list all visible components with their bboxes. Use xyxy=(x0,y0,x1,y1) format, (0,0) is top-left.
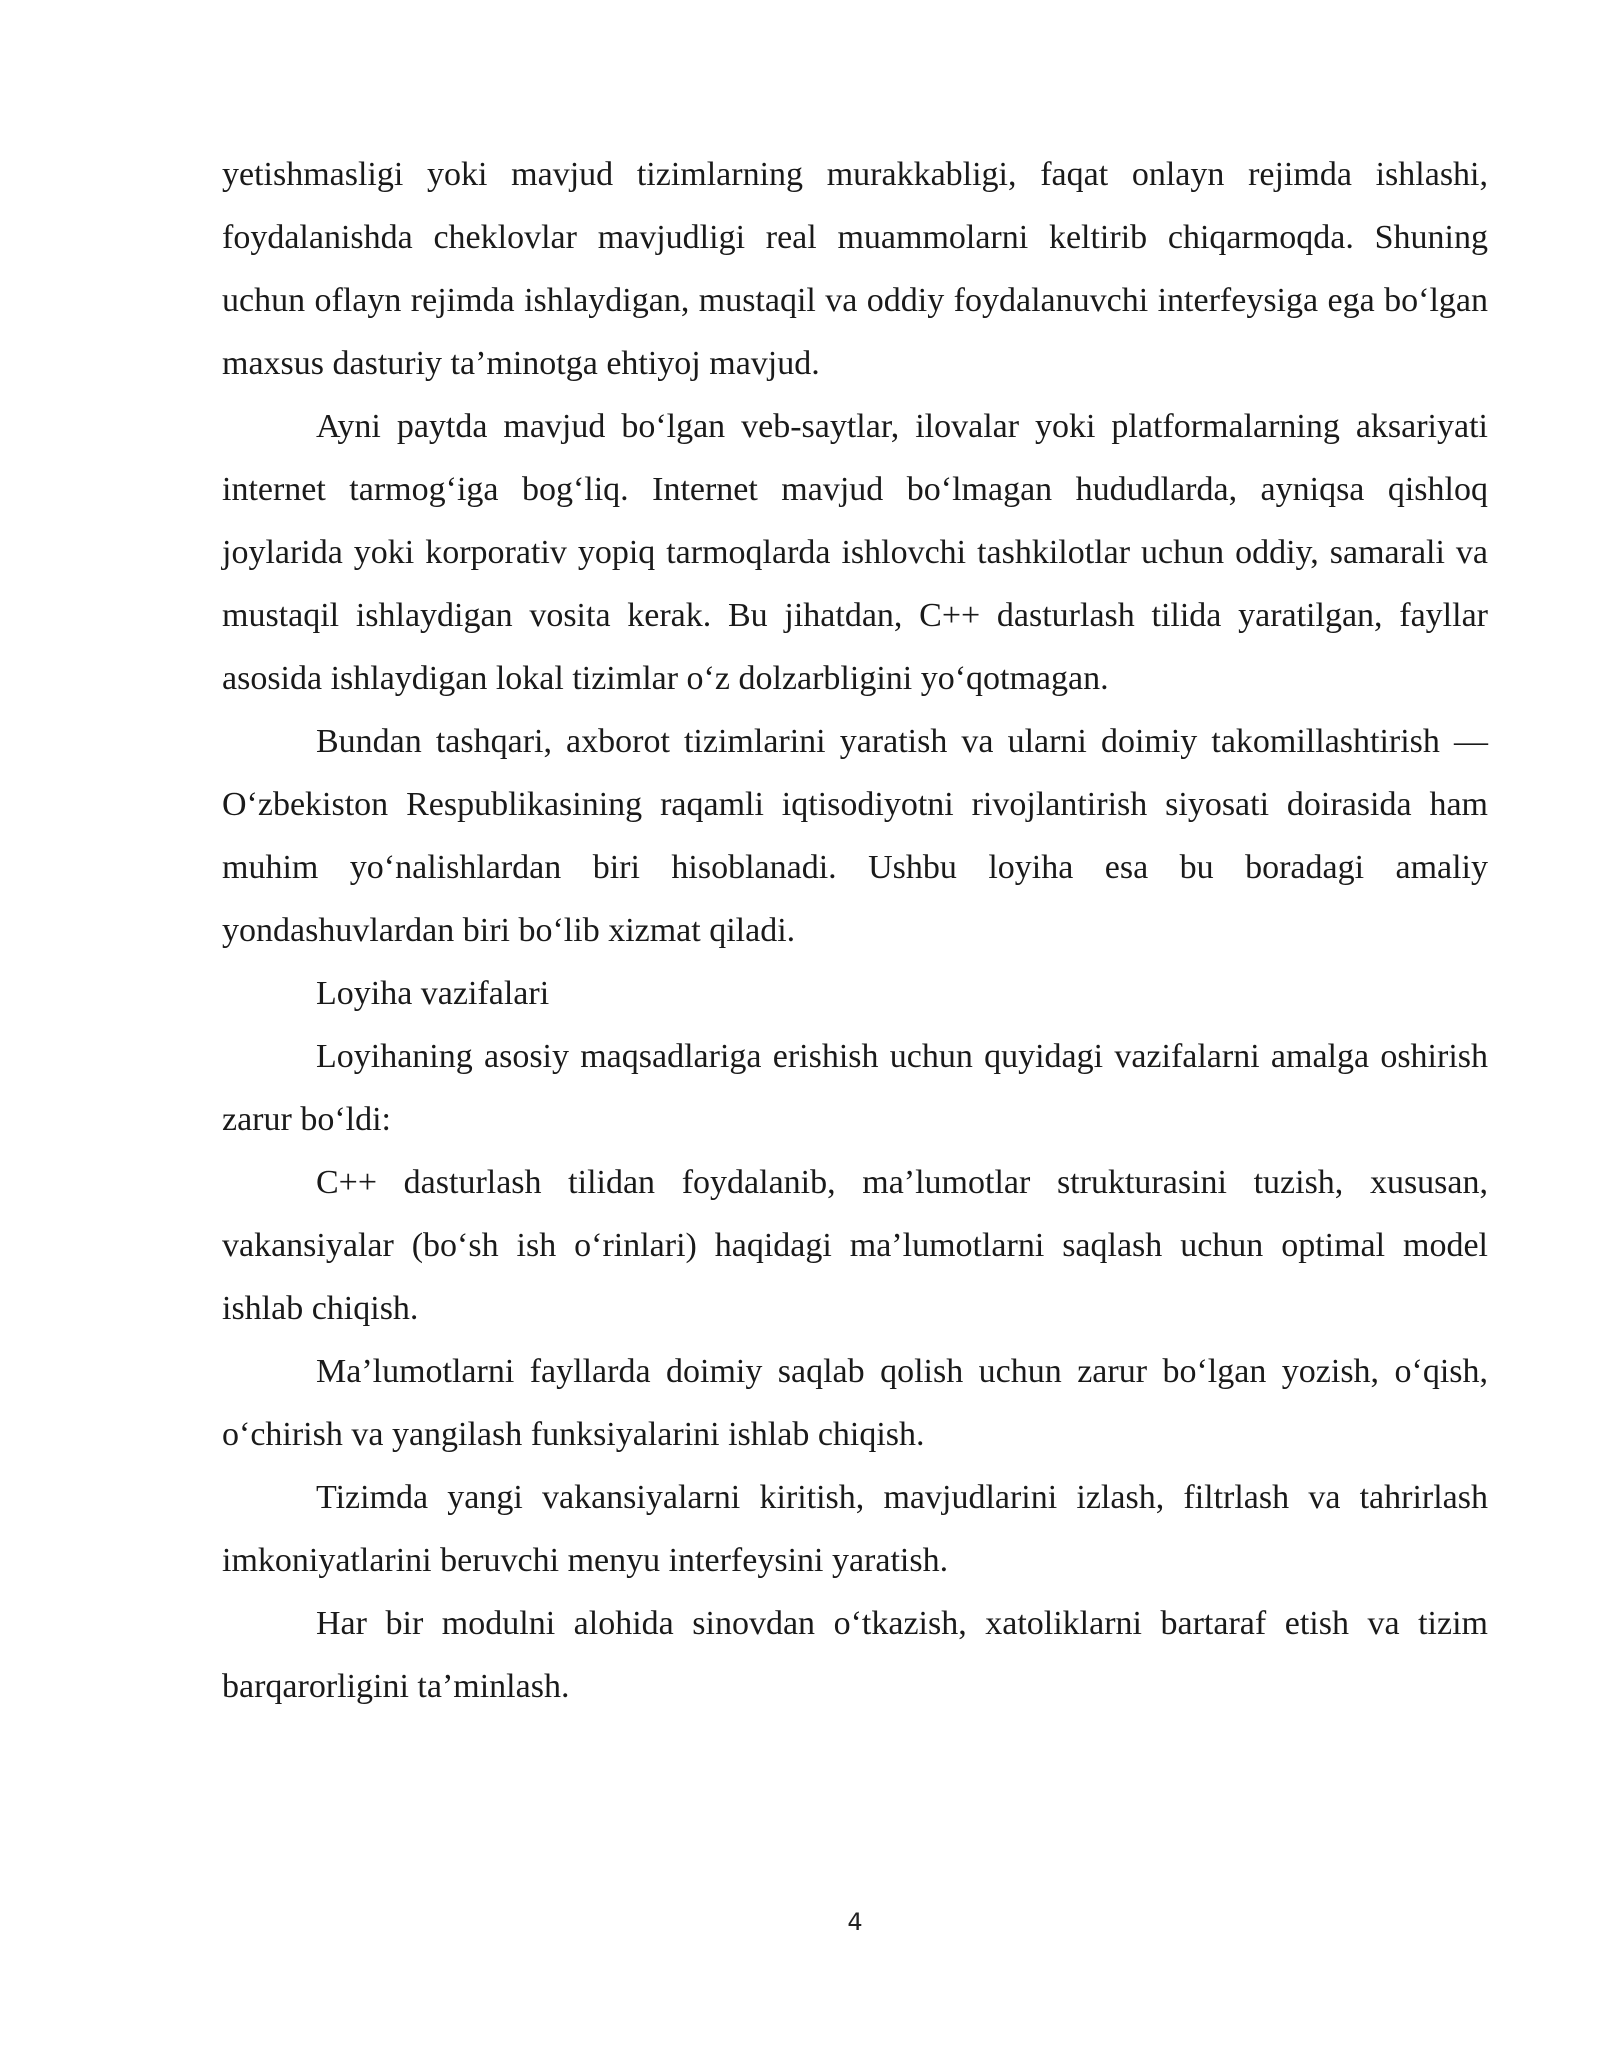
paragraph-internet-dependency: Ayni paytda mavjud bo‘lgan veb-saytlar, ilovalar yoki platformalarning aksariyati internet tarmog‘iga bog‘liq. Internet mavjud bo‘lmagan hududlarda, ayniqsa qishloq joylarida yoki korporativ yopiq tarmoqlarda ishlovchi tashkilotlar uchun oddiy, samarali va mustaqil ishlaydigan vosita kerak. Bu jihatdan, C++ dasturlash tilida yaratilgan, fayllar asosida ishlaydigan lokal tizimlar o‘z dolzarbligini yo‘qotmagan. xyxy=(222,408,1488,697)
paragraph-continuation: yetishmasligi yoki mavjud tizimlarning murakkabligi, faqat onlayn rejimda ishlashi, foydalanishda cheklovlar mavjudligi real muammolarni keltirib chiqarmoqda. Shuning uchun oflayn rejimda ishlaydigan, mustaqil va oddiy foydalanuvchi interfeysiga ega bo‘lgan maxsus dasturiy ta’minotga ehtiyoj mavjud. xyxy=(222,156,1488,382)
section-heading-project-tasks: Loyiha vazifalari xyxy=(316,975,550,1012)
task-item-data-structure: C++ dasturlash tilidan foydalanib, ma’lumotlar strukturasini tuzish, xususan, vakansiyalar (bo‘sh ish o‘rinlari) haqidagi ma’lumotlarni saqlash uchun optimal model ishlab chiqish. xyxy=(222,1164,1488,1327)
page-number: 4 xyxy=(847,1908,863,1936)
paragraph-digital-economy: Bundan tashqari, axborot tizimlarini yaratish va ularni doimiy takomillashtirish — O‘zbekiston Respublikasining raqamli iqtisodiyotni rivojlantirish siyosati doirasida ham muhim yo‘nalishlardan biri hisoblanadi. Ushbu loyiha esa bu boradagi amaliy yondashuvlardan biri bo‘lib xizmat qiladi. xyxy=(222,723,1488,949)
task-item-file-operations: Ma’lumotlarni fayllarda doimiy saqlab qolish uchun zarur bo‘lgan yozish, o‘qish, o‘chirish va yangilash funksiyalarini ishlab chiqish. xyxy=(222,1353,1488,1453)
paragraph-tasks-intro: Loyihaning asosiy maqsadlariga erishish uchun quyidagi vazifalarni amalga oshirish zarur bo‘ldi: xyxy=(222,1038,1488,1138)
task-item-menu-interface: Tizimda yangi vakansiyalarni kiritish, mavjudlarini izlash, filtrlash va tahrirlash imkoniyatlarini beruvchi menyu interfeysini yaratish. xyxy=(222,1479,1488,1579)
document-body xyxy=(222,143,1488,1718)
task-item-testing: Har bir modulni alohida sinovdan o‘tkazish, xatoliklarni bartaraf etish va tizim barqarorligini ta’minlash. xyxy=(222,1605,1488,1705)
